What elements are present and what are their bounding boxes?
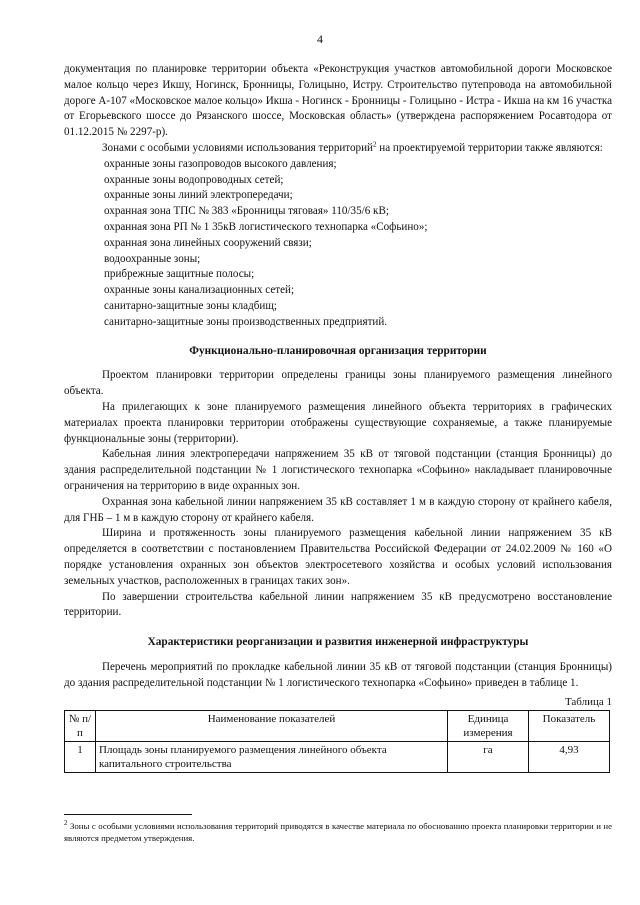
cell-value: 4,93 xyxy=(529,742,610,773)
zone-item: прибрежные защитные полосы; xyxy=(104,268,255,281)
indicators-table xyxy=(64,710,610,773)
section1-paragraph: Ширина и протяженность зоны планируемого размещения кабельной линии напряжением 35 кВ определяется в соответствии с постановлением Правительства Российской Федерации от 24.02.2009 № 160 «О порядке установления охранных зон объектов электросетевого хозяйства и особых условий использования земельных участков, расположенных в границах таких зон». xyxy=(64,527,612,587)
section1-paragraph: По завершении строительства кабельной линии напряжением 35 кВ предусмотрено восстановление территории. xyxy=(64,590,612,619)
header-value: Показатель xyxy=(529,711,610,742)
section1-paragraph: На прилегающих к зоне планируемого размещения линейного объекта территориях в графических материалах проекта планировки территории отображены существующие сохраняемые, а также планируемые функциональные зоны (территории). xyxy=(64,400,612,445)
zone-item: охранные зоны канализационных сетей; xyxy=(104,284,295,297)
zone-item: охранная зона РП № 1 35кВ логистического технопарка «Софьино»; xyxy=(104,220,428,233)
section1-paragraph: Проектом планировки территории определены границы зоны планируемого размещения линейного объекта. xyxy=(64,369,612,398)
cell-unit: га xyxy=(448,742,529,773)
zones-lead-tail: на проектируемой территории также являются: xyxy=(376,141,603,154)
footnote xyxy=(64,814,612,844)
zones-lead-paragraph xyxy=(64,141,612,157)
header-name: Наименование показателей xyxy=(96,711,448,742)
section-heading-functional: Функционально-планировочная организация территории xyxy=(189,344,487,357)
section1-paragraph: Охранная зона кабельной линии напряжением 35 кВ составляет 1 м в каждую сторону от крайнего кабеля, для ГНБ – 1 м в каждую сторону от крайнего кабеля. xyxy=(64,495,612,524)
footnote-body: Зоны с особыми условиями использования территорий приводятся в качестве материала по обоснованию проекта планировки территории и не являются предметом утверждения. xyxy=(64,821,612,843)
page-number: 4 xyxy=(317,32,323,46)
zone-item: санитарно-защитные зоны производственных предприятий. xyxy=(104,315,388,328)
zones-lead-text: Зонами с особыми условиями использования территорий xyxy=(102,141,373,154)
zone-item: санитарно-защитные зоны кладбищ; xyxy=(104,299,277,312)
intro-paragraph: документация по планировке территории объекта «Реконструкция участков автомобильной дороги Московское малое кольцо через Икшу, Ногинск, Бронницы, Голицыно, Истру. Строительство путепровода на автомобильной дороге А-107 «Московское малое кольцо» Икша - Ногинск - Бронницы - Голицыно - Истра - Икша на км 16 участка от Егорьевского шоссе до Рязанского шоссе, Московская область» (утверждена распоряжением Росавтодора от 01.12.2015 № 2297-р). xyxy=(64,63,612,139)
cell-number: 1 xyxy=(65,742,96,773)
header-unit: Единица измерения xyxy=(448,711,529,742)
zone-item: охранные зоны газопроводов высокого давления; xyxy=(104,157,337,170)
zone-item: охранная зона линейных сооружений связи; xyxy=(104,236,312,249)
zone-item: охранные зоны линий электропередачи; xyxy=(104,189,293,202)
section-heading-infrastructure: Характеристики реорганизации и развития инженерной инфраструктуры xyxy=(147,636,529,649)
zones-list xyxy=(64,157,612,331)
table-row xyxy=(65,742,610,773)
table-header-row xyxy=(65,711,610,742)
footnote-mark: 2 xyxy=(64,819,68,828)
document-body xyxy=(64,62,612,773)
zone-item: охранная зона ТПС № 383 «Бронницы тяговая» 110/35/6 кВ; xyxy=(104,205,389,218)
footnote-divider xyxy=(64,814,192,815)
header-number: № п/п xyxy=(65,711,96,742)
footnote-text xyxy=(64,820,612,844)
section1-paragraph: Кабельная линия электропередачи напряжением 35 кВ от тяговой подстанции (станция Бронницы) до здания распределительной подстанции № 1 логистического технопарка «Софьино» накладывает планировочные ограничения на территорию в виде охранных зон. xyxy=(64,448,612,492)
section2-paragraph: Перечень мероприятий по прокладке кабельной линии 35 кВ от тяговой подстанции (станция Бронницы) до здания распределительной подстанции № 1 логистического технопарка «Софьино» приведен в таблице 1. xyxy=(64,660,612,689)
zone-item: водоохранные зоны; xyxy=(104,252,201,265)
footnote-reference: 2 xyxy=(372,140,377,149)
table-caption: Таблица 1 xyxy=(564,696,612,709)
zone-item: охранные зоны водопроводных сетей; xyxy=(104,173,284,186)
cell-name: Площадь зоны планируемого размещения линейного объекта капитального строительства xyxy=(96,742,448,773)
